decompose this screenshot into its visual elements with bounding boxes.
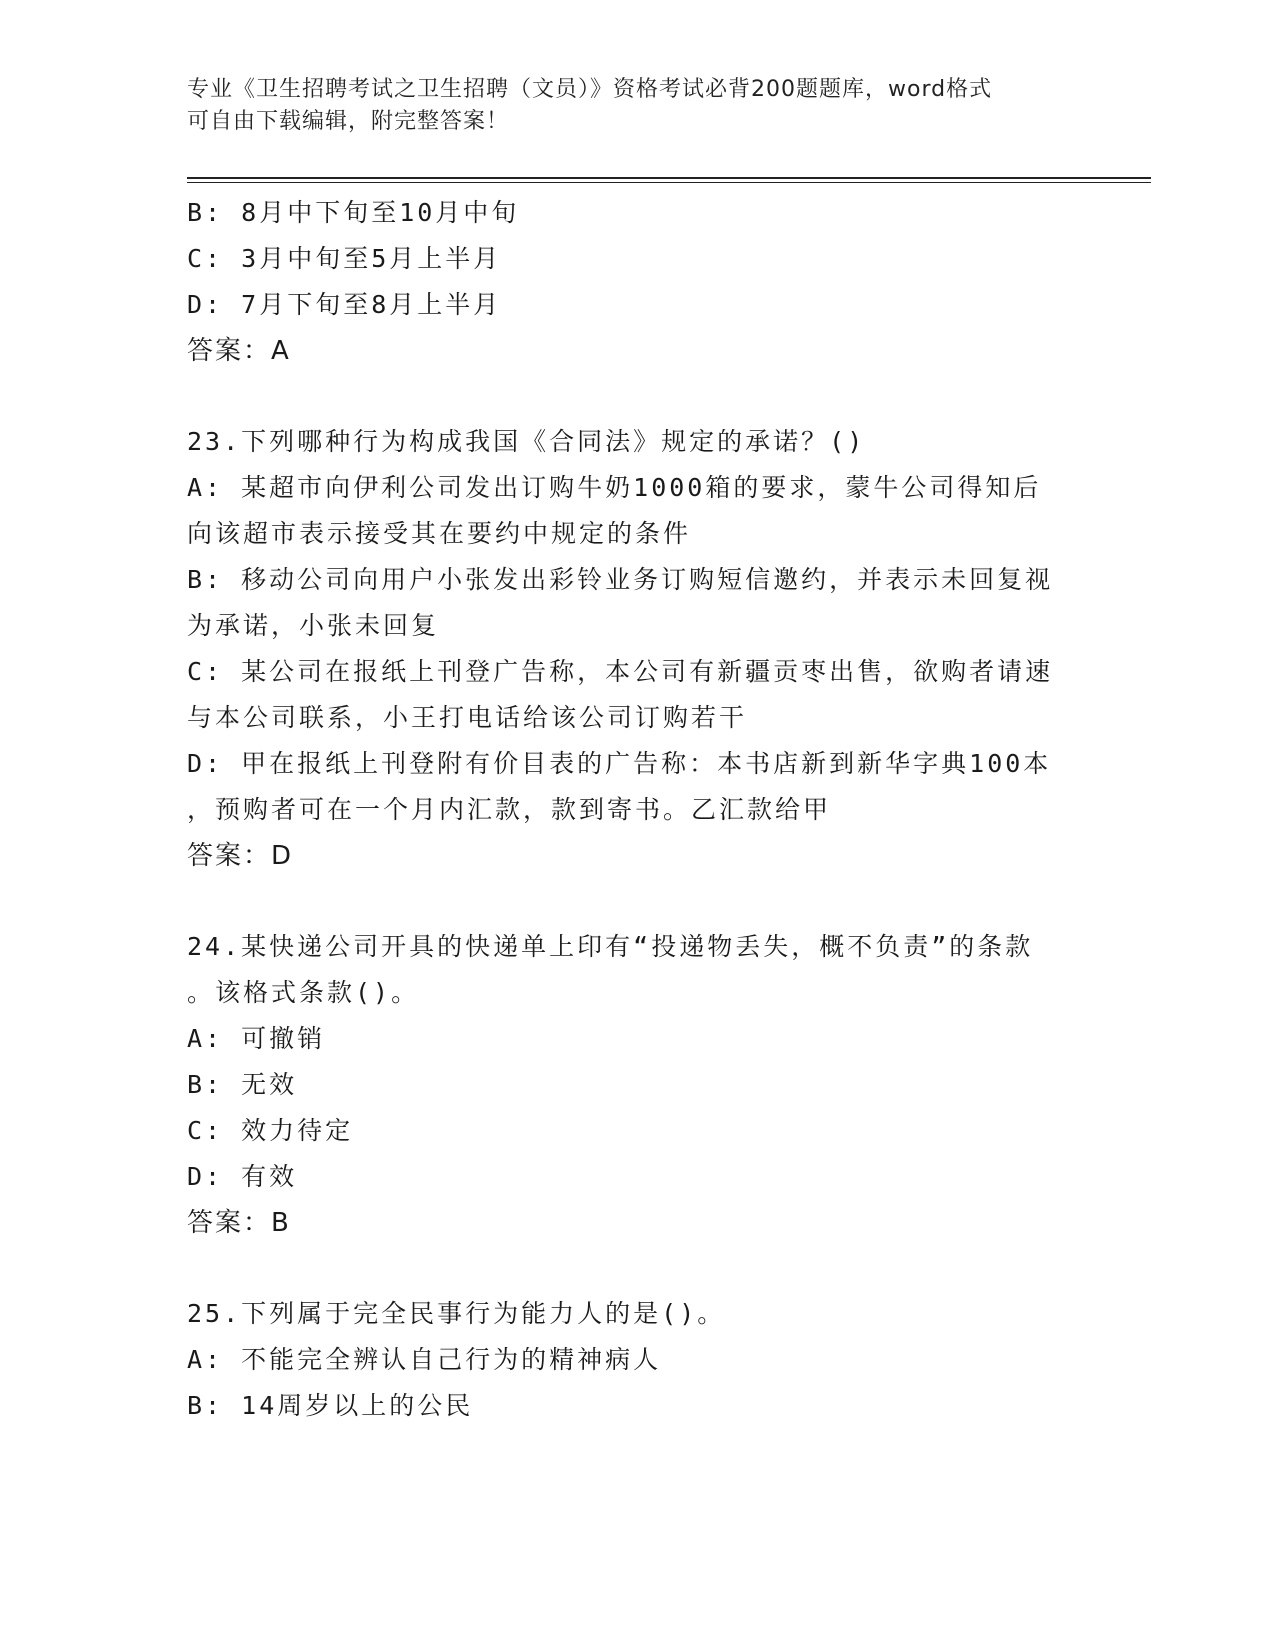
question-23 bbox=[187, 419, 1087, 879]
q25-option-b: B: 14周岁以上的公民 bbox=[187, 1391, 474, 1420]
q24-option-b: B: 无效 bbox=[187, 1070, 298, 1099]
q24-option-c: C: 效力待定 bbox=[187, 1116, 354, 1145]
header-line-1: 专业《卫生招聘考试之卫生招聘（文员）》资格考试必背200题题库，word格式 bbox=[187, 77, 993, 102]
q23-option-b-line-2: 为承诺，小张未回复 bbox=[187, 611, 440, 640]
q22-option-d: D: 7月下旬至8月上半月 bbox=[187, 290, 502, 319]
q23-option-a-line-1: A: 某超市向伊利公司发出订购牛奶1000箱的要求，蒙牛公司得知后 bbox=[187, 473, 1042, 502]
q23-option-c-line-1: C: 某公司在报纸上刊登广告称，本公司有新疆贡枣出售，欲购者请速 bbox=[187, 657, 1054, 686]
spacer bbox=[187, 1246, 1087, 1291]
q24-option-a: A: 可撤销 bbox=[187, 1024, 326, 1053]
q23-option-b-line-1: B: 移动公司向用户小张发出彩铃业务订购短信邀约，并表示未回复视 bbox=[187, 565, 1054, 594]
q22-answer: 答案：A bbox=[187, 336, 291, 366]
header-rule-thick bbox=[187, 177, 1151, 179]
question-24 bbox=[187, 924, 1087, 1246]
question-25 bbox=[187, 1291, 1087, 1429]
q25-question: 25.下列属于完全民事行为能力人的是()。 bbox=[187, 1299, 726, 1328]
q24-question-line-2: 。该格式条款()。 bbox=[187, 978, 420, 1007]
document-header bbox=[187, 74, 1067, 138]
question-22 bbox=[187, 190, 1087, 374]
q22-option-c: C: 3月中旬至5月上半月 bbox=[187, 244, 502, 273]
q24-answer: 答案：B bbox=[187, 1208, 291, 1238]
header-rule-thin bbox=[187, 182, 1151, 183]
q24-option-d: D: 有效 bbox=[187, 1162, 298, 1191]
spacer bbox=[187, 879, 1087, 924]
q23-answer: 答案：D bbox=[187, 841, 294, 871]
q25-option-a: A: 不能完全辨认自己行为的精神病人 bbox=[187, 1345, 662, 1374]
q23-option-d-line-2: ，预购者可在一个月内汇款，款到寄书。乙汇款给甲 bbox=[187, 795, 832, 824]
q23-question: 23.下列哪种行为构成我国《合同法》规定的承诺？() bbox=[187, 427, 866, 456]
header-line-2: 可自由下载编辑，附完整答案！ bbox=[187, 109, 510, 134]
q23-option-d-line-1: D: 甲在报纸上刊登附有价目表的广告称：本书店新到新华字典100本 bbox=[187, 749, 1052, 778]
question-content bbox=[187, 190, 1087, 1429]
q24-question-line-1: 24.某快递公司开具的快递单上印有“投递物丢失，概不负责”的条款 bbox=[187, 932, 1034, 961]
spacer bbox=[187, 374, 1087, 419]
q23-option-a-line-2: 向该超市表示接受其在要约中规定的条件 bbox=[187, 519, 692, 548]
q23-option-c-line-2: 与本公司联系，小王打电话给该公司订购若干 bbox=[187, 703, 748, 732]
q22-option-b: B: 8月中下旬至10月中旬 bbox=[187, 198, 520, 227]
